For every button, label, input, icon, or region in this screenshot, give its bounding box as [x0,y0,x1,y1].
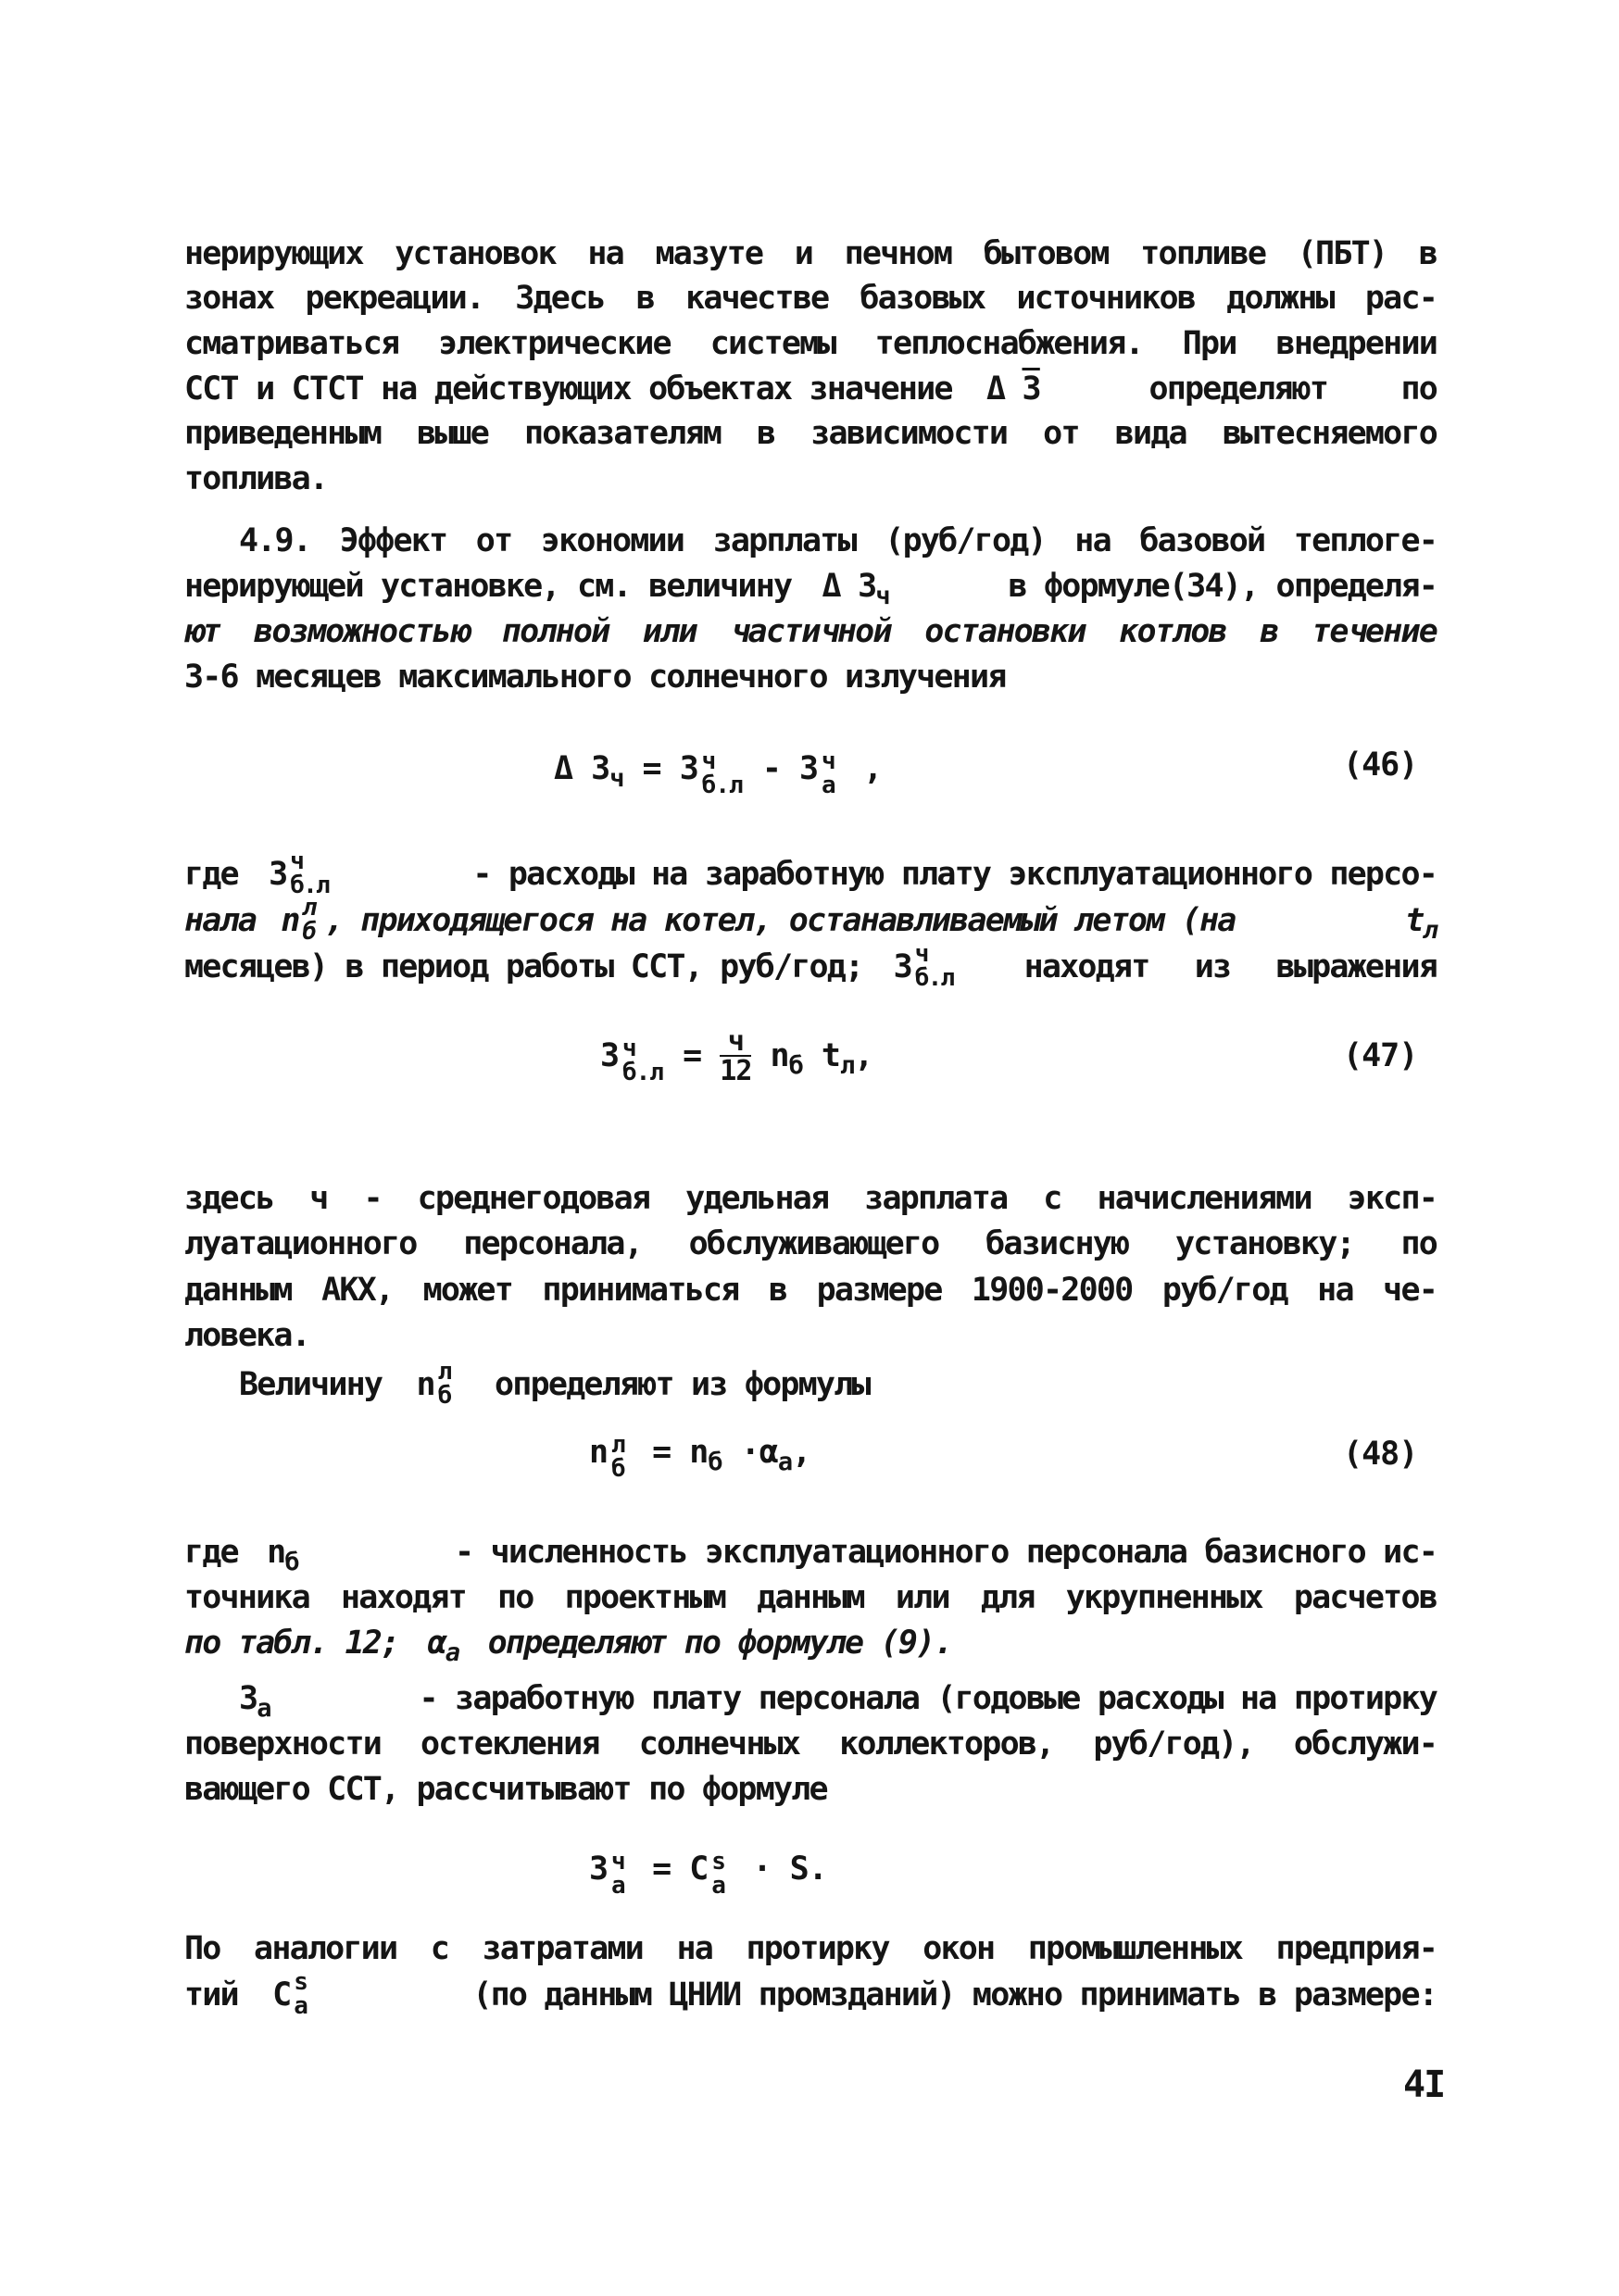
page-number: 4I [1403,2064,1445,2106]
text-line: нерирующих установок на мазуте и печном бытовом топливе (ПБТ) в [184,235,1437,272]
delta-z-ch-symbol: Δ $3_ч$ [822,568,889,610]
text-fragment: где [184,856,238,893]
text-line: 3-6 месяцев максимального солнечного излучения [184,659,1006,696]
text-line [239,1357,870,1410]
text-line: ют возможностью полной или частичной остановки котлов в течение [184,613,1437,650]
text-line: луатационного персонала, обслуживающего базисную установку; по [184,1225,1437,1262]
text-line [184,1530,1437,1575]
text-line: сматриваться электрические системы теплоснабжения. При внедрении [184,325,1437,362]
text-line [184,847,1437,899]
text-fragment: ССТ и СТСТ на действующих объектах значение [184,370,952,408]
text-line: здесь ч - среднегодовая удельная зарплата с начислениями эксп- [184,1180,1437,1217]
text-fragment: (по данным ЦНИИ промзданий) можно принимать в размере: [472,1976,1437,2014]
text-fragment: определяют по [1148,370,1437,408]
text-line [184,893,1437,946]
text-fragment: где [184,1534,238,1571]
text-fragment: Величину [239,1366,383,1403]
text-line: вающего ССТ, рассчитывают по формуле [184,1771,827,1808]
z-bl-symbol: 3 ч б.л [269,847,329,899]
z-a-symbol: $3_а$ [239,1680,270,1723]
text-fragment: - расходы на заработную плату эксплуатационного персо- [472,856,1437,893]
alpha-a-symbol: $\alpha_а$ [427,1625,459,1667]
text-fragment: нала [184,902,257,939]
text-line [184,1967,1437,2020]
n-b-symbol: $n_б$ [267,1534,298,1576]
equation-46: Δ $3_ч = 3$ ч б.л - 3 ч а , [554,747,883,799]
text-line [239,1676,1437,1721]
text-line: 4.9. Эффект от экономии зарплаты (руб/год) на базовой теплоге- [239,522,1437,559]
text-line: По аналогии с затратами на протирку окон промышленных предприя- [184,1930,1437,1967]
n-b-l-symbol: n л б [281,893,316,946]
text-line [184,1621,952,1665]
text-line: точника находят по проектным данным или для укрупненных расчетов [184,1579,1437,1616]
text-fragment: нерирующей установке, см. величину [184,568,792,605]
equation-48: n л б = $n_б \cdot\alpha_а$, [589,1430,811,1483]
fraction: $\frac{ч}{12}$ [720,1025,752,1087]
equation-number: (46) [1343,747,1418,784]
n-b-l-symbol: n л б [416,1357,451,1410]
text-fragment: - заработную плату персонала (годовые расходы на протирку [419,1680,1437,1717]
text-fragment: - численность эксплуатационного персонала базисного ис- [455,1534,1437,1571]
equation-number: (48) [1343,1436,1418,1473]
text-line [184,367,1437,411]
text-fragment: находят из выражения [1023,948,1437,985]
c-a-s-symbol: C s а [272,1967,307,2020]
text-line: зонах рекреации. Здесь в качестве базовых источников должны рас- [184,280,1437,317]
t-l-symbol: $t_л$ [1405,902,1437,945]
delta-z-bar-symbol: Δ 3 [985,370,1040,408]
text-fragment: определяют по формуле (9). [487,1625,952,1662]
text-line: данным АКХ, может приниматься в размере 1900-2000 руб/год на че- [184,1272,1437,1309]
text-line: приведенным выше показателям в зависимости от вида вытесняемого [184,415,1437,452]
equation-za: 3 ч а = C s а · S. [589,1847,827,1900]
text-line [184,939,1437,992]
text-fragment: , приходящегося на котел, останавливаемый летом (на [324,902,1236,939]
equation-number: (47) [1343,1037,1418,1074]
text-line: поверхности остекления солнечных коллекторов, руб/год), обслужи- [184,1725,1437,1763]
text-fragment: месяцев) в период работы ССТ, руб/год; [184,948,863,985]
text-line [184,564,1437,609]
text-fragment: по табл. 12; [184,1625,399,1662]
equation-47: 3 ч б.л = $\frac{ч}{12}$ $n_б$ $t_л$, [600,1025,873,1087]
z-bl-symbol: 3 ч б.л [893,939,954,992]
text-fragment: в формуле(34), определя- [1008,568,1437,605]
text-line: ловека. [184,1317,309,1354]
text-fragment: определяют из формулы [495,1366,870,1403]
text-line: топлива. [184,460,328,497]
text-fragment: тий [184,1976,238,2014]
